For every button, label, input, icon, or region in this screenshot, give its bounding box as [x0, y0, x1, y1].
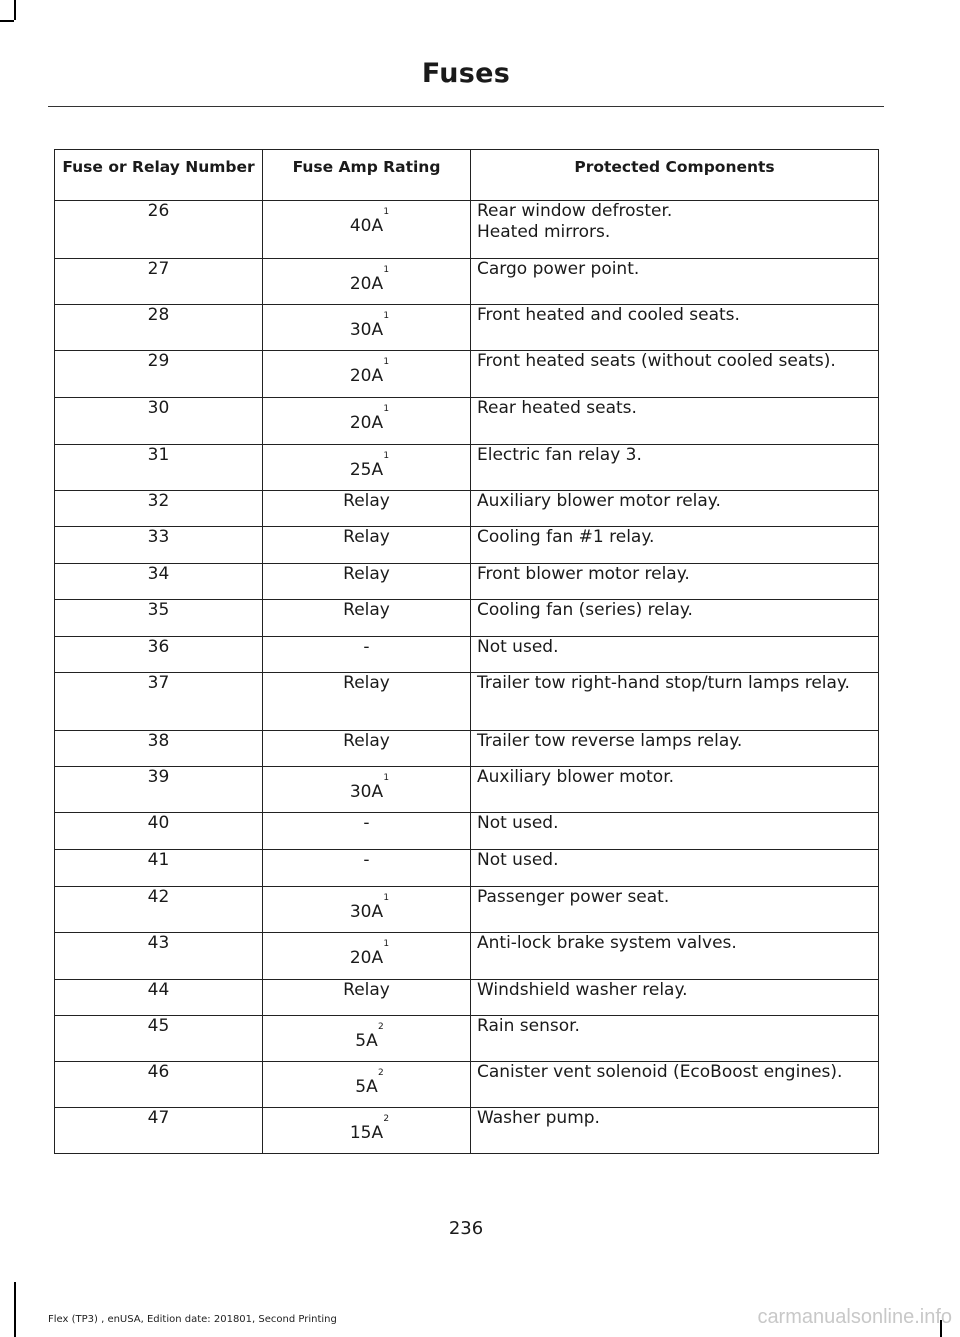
amp-rating-cell — [263, 980, 471, 1016]
protected-components-cell: Passenger power seat. — [471, 887, 879, 933]
amp-rating-text: - — [363, 850, 370, 870]
crop-mark — [0, 20, 14, 22]
fuse-number-cell: 37 — [55, 673, 263, 731]
table-row — [55, 564, 879, 600]
amp-rating-text: 15A — [349, 1123, 384, 1143]
table-row — [55, 351, 879, 398]
amp-rating-text: 30A — [349, 320, 384, 340]
amp-rating-text: - — [363, 813, 370, 833]
amp-rating-cell — [263, 887, 471, 933]
fuse-number-cell: 26 — [55, 201, 263, 259]
amp-rating-value — [355, 1068, 384, 1098]
amp-rating-value — [349, 1114, 390, 1144]
amp-rating-value — [349, 939, 390, 969]
amp-rating-value — [355, 1022, 384, 1052]
protected-components-cell: Trailer tow right-hand stop/turn lamps relay. — [471, 673, 879, 731]
table-row — [55, 398, 879, 445]
fuse-number-cell: 43 — [55, 933, 263, 980]
fuse-number-cell: 47 — [55, 1108, 263, 1154]
watermark: carmanualsonline.info — [757, 1306, 952, 1328]
fuse-number-cell: 27 — [55, 259, 263, 305]
table-row — [55, 1016, 879, 1062]
fuse-table — [54, 149, 879, 1154]
amp-rating-value — [343, 980, 390, 1001]
amp-rating-cell — [263, 767, 471, 813]
footnote-marker: 1 — [383, 265, 390, 275]
amp-rating-value — [349, 893, 390, 923]
protected-components-cell: Cooling fan #1 relay. — [471, 527, 879, 564]
footnote-marker: 1 — [383, 357, 390, 367]
protected-components-cell: Trailer tow reverse lamps relay. — [471, 731, 879, 767]
amp-rating-text: 20A — [349, 413, 384, 433]
footnote-marker: 2 — [377, 1068, 384, 1078]
amp-rating-value — [343, 731, 390, 752]
amp-rating-cell — [263, 933, 471, 980]
amp-rating-cell — [263, 673, 471, 731]
amp-rating-value — [349, 451, 390, 481]
fuse-number-cell: 41 — [55, 850, 263, 887]
table-row — [55, 731, 879, 767]
title-divider — [48, 106, 884, 107]
amp-rating-cell — [263, 201, 471, 259]
amp-rating-value — [363, 813, 369, 834]
amp-rating-cell — [263, 813, 471, 850]
amp-rating-cell — [263, 398, 471, 445]
fuse-number-cell: 28 — [55, 305, 263, 351]
protected-components-cell: Auxiliary blower motor. — [471, 767, 879, 813]
table-row — [55, 887, 879, 933]
fuse-number-cell: 32 — [55, 491, 263, 527]
amp-rating-text: Relay — [343, 731, 390, 751]
protected-components-cell: Not used. — [471, 813, 879, 850]
fuse-number-cell: 46 — [55, 1062, 263, 1108]
protected-components-cell: Not used. — [471, 850, 879, 887]
fuse-number-cell: 39 — [55, 767, 263, 813]
table-row — [55, 259, 879, 305]
amp-rating-text: 5A — [355, 1031, 378, 1051]
table-row — [55, 600, 879, 637]
table-row — [55, 813, 879, 850]
table-header-row — [55, 150, 879, 201]
protected-components-cell: Front heated seats (without cooled seats). — [471, 351, 879, 398]
amp-rating-text: Relay — [343, 600, 390, 620]
table-row — [55, 850, 879, 887]
footnote-marker: 1 — [383, 207, 390, 217]
table-row — [55, 933, 879, 980]
fuse-number-cell: 35 — [55, 600, 263, 637]
fuse-number-cell: 45 — [55, 1016, 263, 1062]
protected-components-cell: Canister vent solenoid (EcoBoost engines). — [471, 1062, 879, 1108]
amp-rating-cell — [263, 259, 471, 305]
amp-rating-cell — [263, 637, 471, 673]
amp-rating-cell — [263, 491, 471, 527]
fuse-number-cell: 30 — [55, 398, 263, 445]
amp-rating-text: 20A — [349, 948, 384, 968]
amp-rating-text: 20A — [349, 274, 384, 294]
table-row — [55, 1108, 879, 1154]
protected-components-cell: Anti-lock brake system valves. — [471, 933, 879, 980]
amp-rating-text: 20A — [349, 366, 384, 386]
footnote-marker: 1 — [383, 939, 390, 949]
protected-components-cell: Rear window defroster. Heated mirrors. — [471, 201, 879, 259]
table-row — [55, 767, 879, 813]
fuse-number-cell: 29 — [55, 351, 263, 398]
amp-rating-cell — [263, 527, 471, 564]
amp-rating-cell — [263, 731, 471, 767]
amp-rating-value — [343, 673, 390, 694]
protected-components-cell: Not used. — [471, 637, 879, 673]
amp-rating-text: Relay — [343, 564, 390, 584]
amp-rating-text: 30A — [349, 902, 384, 922]
fuse-number-cell: 42 — [55, 887, 263, 933]
table-row — [55, 980, 879, 1016]
crop-mark — [14, 1282, 16, 1337]
fuse-number-cell: 38 — [55, 731, 263, 767]
amp-rating-text: Relay — [343, 980, 390, 1000]
amp-rating-cell — [263, 1062, 471, 1108]
protected-components-cell: Washer pump. — [471, 1108, 879, 1154]
amp-rating-value — [343, 491, 390, 512]
edition-footer: Flex (TP3) , enUSA, Edition date: 201801, Second Printing — [48, 1314, 337, 1325]
amp-rating-value — [343, 564, 390, 585]
table-row — [55, 637, 879, 673]
amp-rating-value — [349, 404, 390, 434]
amp-rating-text: 40A — [349, 216, 384, 236]
table-row — [55, 1062, 879, 1108]
amp-rating-text: Relay — [343, 673, 390, 693]
amp-rating-value — [349, 311, 390, 341]
amp-rating-cell — [263, 850, 471, 887]
amp-rating-text: - — [363, 637, 370, 657]
fuse-number-cell: 34 — [55, 564, 263, 600]
table-row — [55, 445, 879, 491]
protected-components-cell: Rear heated seats. — [471, 398, 879, 445]
amp-rating-text: Relay — [343, 527, 390, 547]
fuse-number-cell: 40 — [55, 813, 263, 850]
amp-rating-cell — [263, 305, 471, 351]
table-row — [55, 491, 879, 527]
protected-components-cell: Cooling fan (series) relay. — [471, 600, 879, 637]
amp-rating-cell — [263, 1016, 471, 1062]
protected-components-cell: Auxiliary blower motor relay. — [471, 491, 879, 527]
amp-rating-cell — [263, 351, 471, 398]
protected-components-cell: Electric fan relay 3. — [471, 445, 879, 491]
amp-rating-cell — [263, 564, 471, 600]
footnote-marker: 1 — [383, 451, 390, 461]
amp-rating-value — [343, 527, 390, 548]
amp-rating-value — [349, 207, 390, 237]
footnote-marker: 2 — [377, 1022, 384, 1032]
table-row — [55, 305, 879, 351]
amp-rating-value — [343, 600, 390, 621]
amp-rating-value — [349, 773, 390, 803]
amp-rating-value — [363, 850, 369, 871]
table-row — [55, 673, 879, 731]
protected-components-cell: Windshield washer relay. — [471, 980, 879, 1016]
amp-rating-cell — [263, 445, 471, 491]
amp-rating-cell — [263, 600, 471, 637]
amp-rating-cell — [263, 1108, 471, 1154]
footnote-marker: 1 — [383, 773, 390, 783]
footnote-marker: 1 — [383, 404, 390, 414]
header-protected-components: Protected Components — [471, 150, 879, 201]
fuse-number-cell: 31 — [55, 445, 263, 491]
protected-components-cell: Front blower motor relay. — [471, 564, 879, 600]
amp-rating-value — [363, 637, 369, 658]
footnote-marker: 2 — [383, 1114, 390, 1124]
footnote-marker: 1 — [383, 893, 390, 903]
page-number: 236 — [448, 1218, 484, 1239]
table-row — [55, 527, 879, 564]
fuse-number-cell: 44 — [55, 980, 263, 1016]
header-amp-rating: Fuse Amp Rating — [263, 150, 471, 201]
amp-rating-text: 30A — [349, 782, 384, 802]
table-row — [55, 201, 879, 259]
header-fuse-number: Fuse or Relay Number — [55, 150, 263, 201]
amp-rating-text: 25A — [349, 460, 384, 480]
amp-rating-text: Relay — [343, 491, 390, 511]
amp-rating-value — [349, 357, 390, 387]
amp-rating-text: 5A — [355, 1077, 378, 1097]
protected-components-cell: Rain sensor. — [471, 1016, 879, 1062]
protected-components-cell: Front heated and cooled seats. — [471, 305, 879, 351]
fuse-number-cell: 33 — [55, 527, 263, 564]
protected-components-cell: Cargo power point. — [471, 259, 879, 305]
crop-mark — [14, 0, 16, 20]
fuse-number-cell: 36 — [55, 637, 263, 673]
page-title: Fuses — [421, 58, 511, 89]
amp-rating-value — [349, 265, 390, 295]
footnote-marker: 1 — [383, 311, 390, 321]
